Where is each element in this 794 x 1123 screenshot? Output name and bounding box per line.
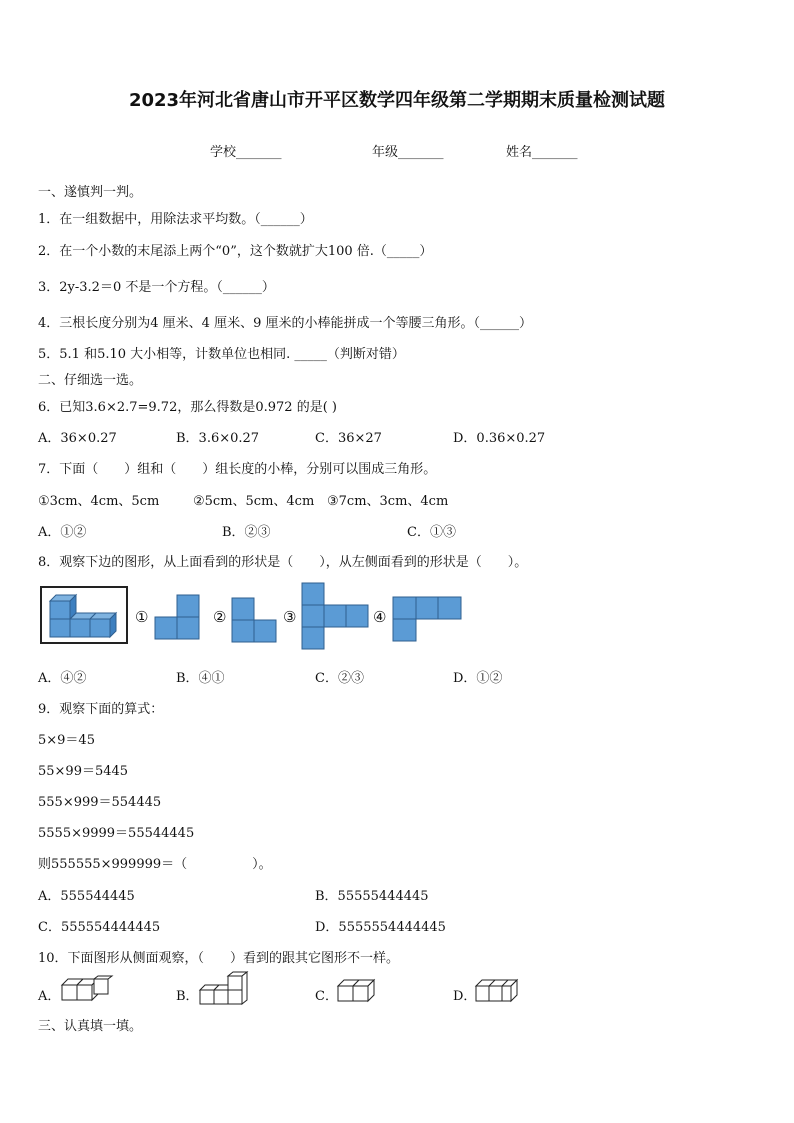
question-9: 9．观察下面的算式： <box>38 702 164 717</box>
q8-option-b: B．④① <box>176 671 225 686</box>
q10-figure-a <box>61 976 113 1002</box>
q7-option-b: B．②③ <box>222 525 271 540</box>
q7-item-2: ②5cm、5cm、4cm <box>193 494 315 509</box>
q10-option-b: B． <box>176 989 199 1004</box>
q9-line-5: 则555555×999999＝（ ）。 <box>38 857 272 872</box>
q8-view-2 <box>231 597 277 643</box>
section-3-heading: 三、认真填一填。 <box>38 1019 143 1034</box>
q8-view-4 <box>392 596 462 642</box>
question-6: 6．已知3.6×2.7=9.72，那么得数是0.972 的是( ) <box>38 400 337 415</box>
section-1-heading: 一、遂慎判一判。 <box>38 185 143 200</box>
q6-option-a: A．36×0.27 <box>38 431 117 446</box>
question-5: 5．5.1 和5.10 大小相等，计数单位也相同. _____（判断对错） <box>38 347 405 362</box>
q9-line-3: 555×999＝554445 <box>38 795 162 810</box>
q8-view-3 <box>301 582 369 650</box>
q8-label-1: ① <box>135 608 149 626</box>
q7-option-a: A．①② <box>38 525 87 540</box>
question-8: 8．观察下边的图形，从上面看到的形状是（ ），从左侧面看到的形状是（ ）。 <box>38 555 528 570</box>
q10-figure-c <box>337 978 379 1002</box>
q7-item-3: ③7cm、3cm、4cm <box>327 494 449 509</box>
school-field: 学校_______ <box>210 145 282 160</box>
question-1: 1．在一组数据中，用除法求平均数。（______） <box>38 212 313 227</box>
q8-label-4: ④ <box>373 608 387 626</box>
q8-option-a: A．④② <box>38 671 87 686</box>
question-7: 7．下面（ ）组和（ ）组长度的小棒，分别可以围成三角形。 <box>38 462 437 477</box>
q9-line-2: 55×99＝5445 <box>38 764 129 779</box>
question-4: 4．三根长度分别为4 厘米、4 厘米、9 厘米的小棒能拼成一个等腰三角形。（______） <box>38 316 532 331</box>
question-3: 3．2y-3.2＝0 不是一个方程。（______） <box>38 280 275 295</box>
q6-option-b: B．3.6×0.27 <box>176 431 260 446</box>
q8-view-1 <box>154 594 200 640</box>
question-2: 2．在一个小数的末尾添上两个“0”，这个数就扩大100 倍.（_____） <box>38 244 433 259</box>
q10-figure-d <box>475 978 521 1002</box>
page-title: 2023年河北省唐山市开平区数学四年级第二学期期末质量检测试题 <box>128 90 666 111</box>
grade-field: 年级_______ <box>372 145 444 160</box>
q8-solid-figure <box>40 586 128 644</box>
q6-option-c: C．36×27 <box>315 431 382 446</box>
q8-option-d: D．①② <box>453 671 503 686</box>
q7-item-1: ①3cm、4cm、5cm <box>38 494 160 509</box>
q10-option-c: C． <box>315 989 338 1004</box>
q8-label-2: ② <box>213 608 227 626</box>
name-field: 姓名_______ <box>506 145 578 160</box>
q10-option-a: A． <box>38 989 61 1004</box>
q9-option-d: D．5555554444445 <box>315 920 446 935</box>
q6-option-d: D．0.36×0.27 <box>453 431 546 446</box>
q10-figure-b <box>199 972 251 1006</box>
q10-option-d: D． <box>453 989 477 1004</box>
q9-option-c: C．555554444445 <box>38 920 161 935</box>
question-10: 10．下面图形从侧面观察，（ ）看到的跟其它图形不一样。 <box>38 951 400 966</box>
q9-option-a: A．555544445 <box>38 889 135 904</box>
q7-option-c: C．①③ <box>407 525 456 540</box>
q8-option-c: C．②③ <box>315 671 364 686</box>
section-2-heading: 二、仔细选一选。 <box>38 373 143 388</box>
q9-option-b: B．55555444445 <box>315 889 429 904</box>
q9-line-4: 5555×9999＝55544445 <box>38 826 195 841</box>
q8-label-3: ③ <box>283 608 297 626</box>
q9-line-1: 5×9＝45 <box>38 733 95 748</box>
